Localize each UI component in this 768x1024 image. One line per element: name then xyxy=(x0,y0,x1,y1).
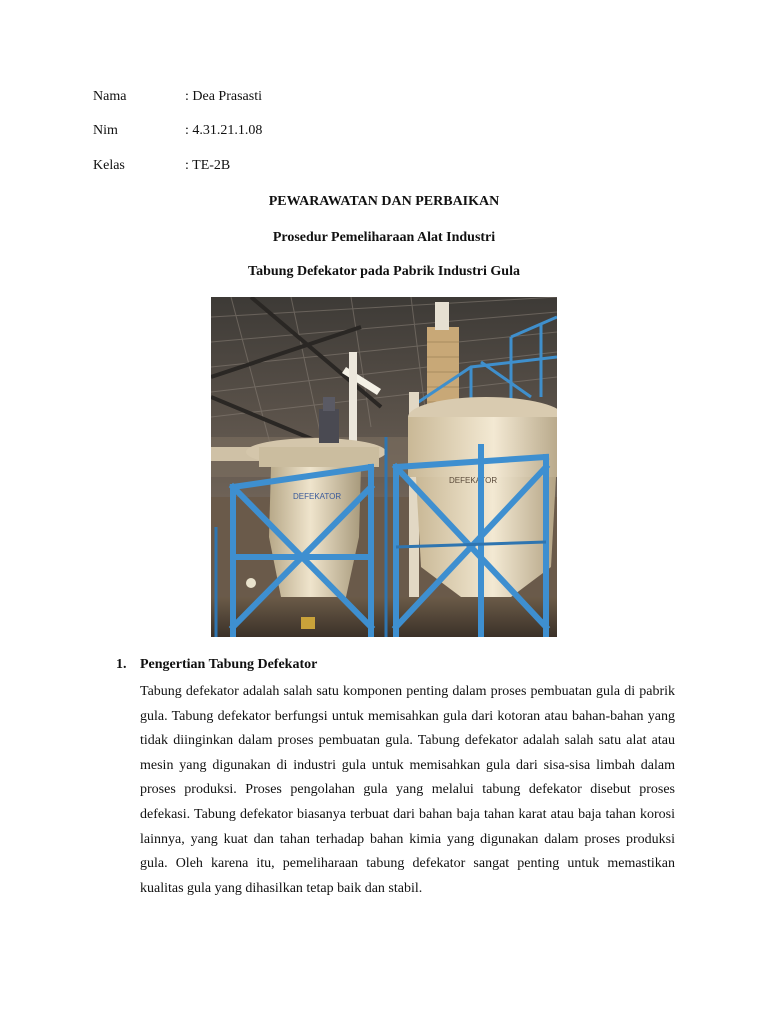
defekator-photo xyxy=(211,297,557,637)
tank-label-left: DEFEKATOR xyxy=(293,492,342,501)
tank-label-right: DEFEKATOR xyxy=(449,476,498,485)
section-1-title-text: Pengertian Tabung Defekator xyxy=(140,657,318,672)
student-nim-row xyxy=(93,122,262,140)
class-label: Kelas xyxy=(93,158,125,173)
topic-heading: Tabung Defekator pada Pabrik Industri Gula xyxy=(248,264,520,279)
section-1-title xyxy=(116,656,317,674)
student-name-row xyxy=(93,88,262,106)
class-value: : TE-2B xyxy=(185,158,231,173)
section-1-number: 1. xyxy=(116,657,127,672)
student-class-row xyxy=(93,157,230,175)
nim-value: : 4.31.21.1.08 xyxy=(185,123,263,138)
procedure-heading: Prosedur Pemeliharaan Alat Industri xyxy=(272,230,496,245)
name-value: : Dea Prasasti xyxy=(185,89,262,104)
subject-heading: PEWARAWATAN DAN PERBAIKAN xyxy=(268,194,500,209)
name-label: Nama xyxy=(93,89,127,104)
defekator-photo-illustration xyxy=(211,297,557,637)
section-1-body: Tabung defekator adalah salah satu komponen penting dalam proses pembuatan gula di pabrik gula. Tabung defekator berfungsi untuk memisahkan gula dari kotoran atau bahan-bahan yang tidak diinginkan dalam proses pembuatan gula. Tabung defekator adalah salah satu alat atau mesin yang digunakan di industri gula untuk memisahkan gula dari sisa-sisa limbah dalam proses produksi. Proses pengolahan gula yang melalui tabung defekator disebut proses defekasi. Tabung defekator biasanya terbuat dari bahan baja tahan karat atau baja tahan korosi lainnya, yang kuat dan tahan terhadap bahan kimia yang digunakan dalam proses produksi gula. Oleh karena itu, pemeliharaan tabung defekator sangat penting untuk memastikan kualitas gula yang dihasilkan tetap baik dan stabil. xyxy=(140,684,675,896)
nim-label: Nim xyxy=(93,123,118,138)
